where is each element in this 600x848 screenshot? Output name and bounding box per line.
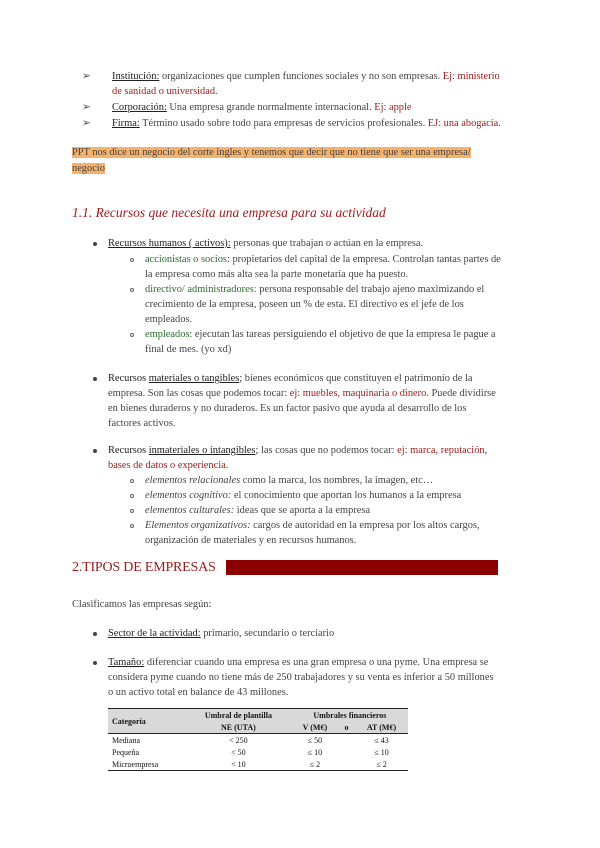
example-text-continued: de sanidad o universidad. [112, 86, 218, 97]
example-text-continued: bases de datos o experiencia. [108, 460, 229, 471]
circle-bullet-icon [130, 524, 134, 528]
cell-ne: < 50 [231, 747, 246, 757]
term-label: accionistas o socios [145, 254, 227, 265]
sub-item-relacionales [145, 473, 433, 488]
header-v: V (M€) [292, 721, 338, 734]
definition-text: . Puede dividirse [426, 388, 496, 399]
term-label: Institución: [112, 71, 160, 82]
sub-item-organizativos [145, 518, 480, 533]
sub-item-cognitivo [145, 488, 461, 503]
bullet-icon [93, 661, 97, 665]
circle-bullet-icon [130, 333, 134, 337]
tamano-line3: o un activo total en balance de 43 millones. [108, 687, 289, 698]
term-label: Corporación: [112, 102, 167, 113]
cell-o [338, 734, 355, 747]
circle-bullet-icon [130, 258, 134, 262]
circle-bullet-icon [130, 494, 134, 498]
term-label: directivo/ administradores: [145, 284, 257, 295]
list-item-sector [108, 626, 334, 641]
intro-text: Clasificamos las empresas según: [72, 599, 212, 610]
term-label: materiales o tangibles [148, 373, 240, 384]
header-o: o [338, 721, 355, 734]
circle-bullet-icon [130, 509, 134, 513]
term-label: Firma: [112, 118, 140, 129]
table-header-row [108, 709, 408, 722]
materiales-line4: factores activos. [108, 418, 176, 429]
definition-text: como la marca, los nombres, la imagen, etc… [240, 475, 434, 486]
cell-categoria: Microempresa [108, 758, 185, 771]
sub-item-culturales [145, 503, 370, 518]
term-prefix: Recursos [108, 445, 149, 456]
term-label: Sector de la actividad: [108, 628, 201, 639]
highlighted-note [72, 145, 471, 160]
definition-text: empresa. Son las cosas que podemos tocar: [108, 388, 290, 399]
example-text: ej: marca, reputación, [397, 445, 488, 456]
definition-text: ideas que se aporta a la empresa [234, 505, 371, 516]
term-label: elementos cognitivo: [145, 490, 232, 501]
materiales-line2 [108, 386, 496, 401]
definition-text: Una empresa grande normalmente internacional. [166, 102, 375, 113]
cell-v: ≤ 50 [307, 735, 323, 745]
cell-o [338, 758, 355, 771]
table-row [108, 734, 408, 747]
definition-text: : propietarios del capital de la empresa. Controlan tantas partes de [226, 254, 501, 265]
sub-item-directivo-line2: crecimiento de la empresa, poseen un % de esta. El directivo es el jefe de los [145, 299, 464, 310]
sub-item-empleados [145, 327, 496, 342]
bullet-icon [93, 449, 97, 453]
cell-o [338, 746, 355, 758]
highlighted-note-line2: negocio [72, 163, 105, 174]
header-categoria: Categoría [108, 709, 185, 734]
bullet-icon [93, 632, 97, 636]
sub-item-accionistas-line2: la empresa como más alta sea la parte monetaria que ha puesto. [145, 269, 409, 280]
table-row [108, 758, 408, 771]
header-plantilla: Umbral de plantilla [185, 709, 292, 722]
sub-item-accionistas [145, 252, 501, 267]
definition-text: primario, secundario o terciario [200, 628, 335, 639]
bullet-icon [93, 242, 97, 246]
sub-item-organizativos-line2: organización de materiales y en recursos humanos. [145, 535, 357, 546]
term-label: Recursos humanos ( activos): [108, 238, 231, 249]
list-item-corporacion [82, 100, 412, 115]
cell-categoria: Pequeña [112, 747, 140, 757]
sub-item-directivo-line3: empleados. [145, 314, 193, 325]
example-text: Ej: ministerio [442, 71, 500, 82]
cell-v: ≤ 10 [307, 747, 323, 757]
cell-v: ≤ 2 [292, 758, 338, 771]
term-label: Tamaño: [108, 657, 145, 668]
definition-text: las cosas que no podemos tocar: [258, 445, 398, 456]
cell-at: ≤ 2 [355, 758, 408, 771]
example-text: Ej: apple [374, 102, 412, 113]
cell-categoria: Mediana [112, 735, 140, 745]
term-prefix: Recursos [108, 373, 149, 384]
sub-item-empleados-line2: final de mes. (yo xd) [145, 344, 232, 355]
cell-ne: < 10 [185, 758, 292, 771]
highlighted-note-line2-wrap [72, 161, 105, 176]
term-label: elementos relacionales [145, 475, 241, 486]
materiales-line3: en bienes duraderos y no duraderos. Es un factor pasivo que ayuda al desarrollo de los [108, 403, 467, 414]
definition-text: cargos de autoridad en la empresa por los altos cargos, [250, 520, 480, 531]
example-text: ej: muebles, maquinaria o dinero [289, 388, 427, 399]
list-item-tamano [108, 655, 488, 670]
term-label: empleados: [145, 329, 193, 340]
header-ne: NE (UTA) [185, 721, 292, 734]
definition-text: Término usado sobre todo para empresas de servicios profesionales. [139, 118, 428, 129]
example-text: EJ: una abogacía. [427, 118, 501, 129]
term-label: elementos culturales: [145, 505, 235, 516]
arrow-bullet-icon: ➢ [82, 102, 91, 113]
sme-threshold-table [108, 708, 408, 771]
definition-text: bienes económicos que constituyen el patrimonio de la [242, 373, 473, 384]
arrow-bullet-icon: ➢ [82, 71, 91, 82]
definition-text: el conocimiento que aportan los humanos a la empresa [231, 490, 462, 501]
header-at: AT (M€) [355, 721, 408, 734]
definition-text: persona responsable del trabajo ajeno maximizando el [256, 284, 485, 295]
section-heading-2: 2.TIPOS DE EMPRESAS [72, 560, 216, 575]
heading-highlight-bar [226, 560, 498, 575]
table-row [108, 746, 408, 758]
definition-text: diferenciar cuando una empresa es una gran empresa o una pyme. Una empresa se [144, 657, 489, 668]
circle-bullet-icon [130, 288, 134, 292]
tamano-line2: considera pyme cuando no tiene más de 250 trabajadores y su venta es inferior a 50 millones [108, 672, 494, 683]
cell-ne: < 250 [229, 735, 248, 745]
definition-text: organizaciones que cumplen funciones sociales y no son empresas. [159, 71, 443, 82]
definition-text: ejecutan las tareas persiguiendo el objetivo de que la empresa le pague a [192, 329, 496, 340]
term-label: Elementos organizativos: [145, 520, 251, 531]
list-item-institucion [82, 69, 500, 84]
list-item-recursos-inmateriales [108, 443, 487, 458]
sub-item-directivo [145, 282, 484, 297]
highlighted-note-line1: PPT nos dice un negocio del corte ingles y tenemos que decir que no tiene que ser una empresa/ [72, 147, 471, 158]
term-suffix: ; [255, 445, 259, 456]
bullet-icon [93, 377, 97, 381]
section-heading-1-1: 1.1. Recursos que necesita una empresa para su actividad [72, 205, 386, 220]
cell-at: ≤ 43 [374, 735, 389, 745]
list-item-recursos-materiales [108, 371, 472, 386]
arrow-bullet-icon: ➢ [82, 118, 91, 129]
cell-at: ≤ 10 [374, 747, 389, 757]
list-item-recursos-humanos [108, 236, 423, 251]
list-item-firma [82, 116, 501, 131]
definition-text: personas que trabajan o actúan en la empresa. [230, 238, 424, 249]
term-suffix: ; [239, 373, 243, 384]
circle-bullet-icon [130, 479, 134, 483]
term-label: inmateriales o intangibles [148, 445, 256, 456]
header-financieros: Umbrales financieros [292, 709, 408, 722]
